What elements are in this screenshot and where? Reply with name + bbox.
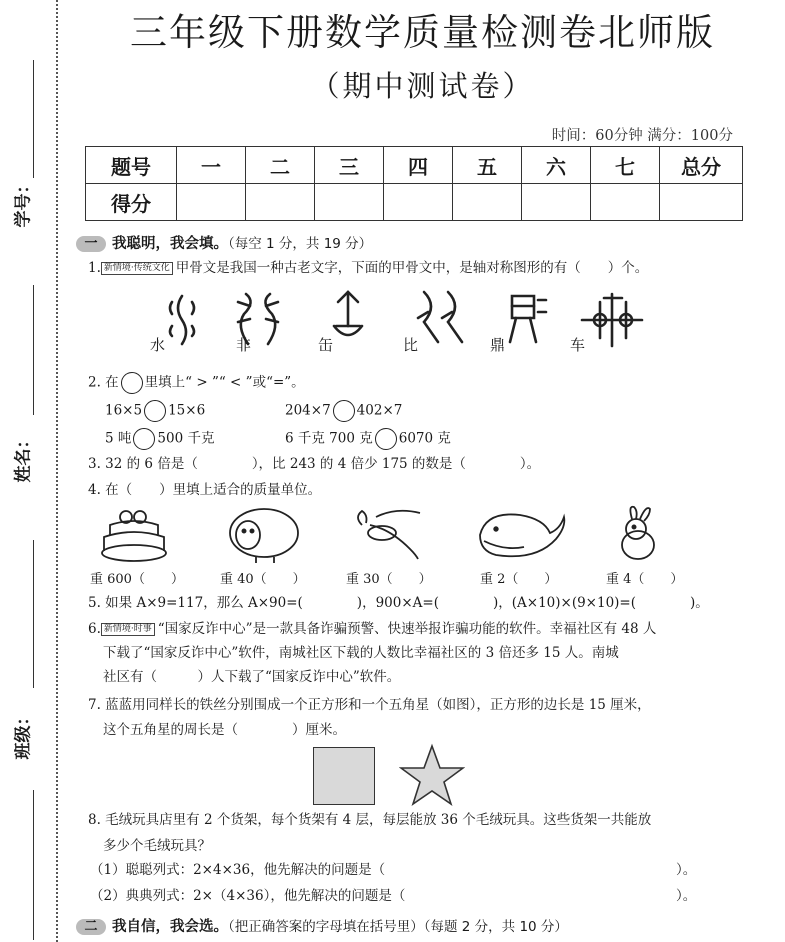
q4-weight: 重 2（ ） — [480, 572, 558, 587]
question-4: 4. 在（ ）里填上适合的质量单位。 — [88, 482, 322, 498]
q2-item — [105, 428, 214, 450]
section2-heading — [76, 915, 568, 936]
score-cell: 七 — [591, 147, 660, 184]
q4-weight: 重 30（ ） — [346, 572, 432, 587]
rabbit-icon — [622, 507, 654, 559]
q8-part2-close: ）。 — [676, 888, 697, 904]
glyph-label: 缶 — [318, 336, 334, 354]
q2-right: 15×6 — [168, 402, 206, 419]
q2-left: 204×7 — [285, 402, 331, 419]
section2-number: 二 — [76, 919, 106, 935]
question-5: 5. 如果 A×9=117，那么 A×90=( )，900×A=( )，(A×10)×(9×10)=( )。 — [88, 595, 709, 611]
q2-item — [105, 400, 205, 422]
q2-suffix: 里填上“ > ”“ < ”或“=”。 — [144, 374, 305, 391]
score-input-cell[interactable] — [453, 184, 522, 221]
q6-number: 6. — [88, 621, 101, 637]
score-cell: 四 — [384, 147, 453, 184]
section1-heading — [76, 232, 372, 253]
star-figure-icon — [399, 743, 465, 807]
section1-note: （每空 1 分，共 19 分） — [228, 236, 373, 252]
score-input-cell[interactable] — [522, 184, 591, 221]
q4-weight: 重 4（ ） — [606, 572, 684, 587]
page-subtitle: （期中测试卷） — [310, 69, 535, 103]
score-value-row — [86, 184, 743, 221]
class-label: 班级： — [13, 708, 34, 760]
bottom-line — [33, 790, 34, 940]
score-table — [85, 146, 743, 221]
cake-icon — [102, 511, 166, 561]
q2-prefix: 2. 在 — [88, 374, 119, 391]
score-input-cell[interactable] — [591, 184, 660, 221]
time-info: 时间：60分钟 满分：100分 — [551, 128, 733, 144]
class-line — [33, 540, 34, 688]
score-input-cell[interactable] — [177, 184, 246, 221]
answer-circle[interactable] — [375, 428, 397, 450]
q2-right: 6070 克 — [398, 430, 451, 447]
binding-dotted-line — [56, 0, 58, 942]
score-cell: 三 — [315, 147, 384, 184]
whale-icon — [480, 514, 564, 556]
score-cell: 一 — [177, 147, 246, 184]
section1-number: 一 — [76, 236, 106, 252]
q7-line2: 这个五角星的周长是（ ）厘米。 — [103, 722, 346, 738]
glyph-ding-icon — [510, 296, 546, 342]
q2-left: 16×5 — [105, 402, 143, 419]
answer-circle[interactable] — [333, 400, 355, 422]
glyph-label: 车 — [570, 336, 586, 354]
q4-weight: 重 600（ ） — [90, 572, 184, 587]
q4-weight: 重 40（ ） — [220, 572, 306, 587]
score-cell: 得分 — [86, 184, 177, 221]
question-7: 7. 蓝蓝用同样长的铁丝分别围成一个正方形和一个五角星（如图），正方形的边长是 15 厘米， — [88, 697, 651, 713]
score-cell: 二 — [246, 147, 315, 184]
q1-text: 甲骨文是我国一种古老文字，下面的甲骨文中，是轴对称图形的有（ ）个。 — [175, 260, 649, 276]
student-id-label: 学号： — [13, 176, 34, 228]
q1-number: 1. — [88, 260, 101, 276]
q6-tag: 新情境·时事 — [101, 623, 155, 636]
q8-part1-close: ）。 — [676, 862, 697, 878]
q2-item — [285, 428, 451, 450]
section1-title: 我聪明，我会填。 — [112, 236, 228, 252]
q8-line2: 多少个毛绒玩具？ — [103, 838, 211, 854]
score-input-cell[interactable] — [315, 184, 384, 221]
student-id-line — [33, 60, 34, 178]
q2-left: 5 吨 — [105, 430, 132, 447]
q2-left: 6 千克 700 克 — [285, 430, 373, 447]
q2-item — [285, 400, 402, 422]
q2-right: 500 千克 — [157, 430, 215, 447]
answer-circle[interactable] — [121, 372, 143, 394]
score-cell: 总分 — [660, 147, 743, 184]
question-2 — [88, 372, 305, 394]
answer-circle[interactable] — [144, 400, 166, 422]
glyph-che-icon — [582, 294, 642, 346]
score-cell: 六 — [522, 147, 591, 184]
score-input-cell[interactable] — [246, 184, 315, 221]
glyph-label: 鼎 — [490, 336, 506, 354]
answer-circle[interactable] — [133, 428, 155, 450]
glyph-bi-icon — [418, 292, 462, 342]
glyph-shui-icon — [170, 296, 194, 344]
q6-line3: 社区有（ ）人下载了“国家反诈中心”软件。 — [103, 669, 401, 685]
question-8: 8. 毛绒玩具店里有 2 个货架，每个货架有 4 层，每层能放 36 个毛绒玩具。这些货架一共能放 — [88, 812, 652, 828]
score-input-cell[interactable] — [384, 184, 453, 221]
score-cell: 题号 — [86, 147, 177, 184]
score-header-row — [86, 147, 743, 184]
score-cell: 五 — [453, 147, 522, 184]
q8-part1: （1）聪聪列式：2×4×36，他先解决的问题是（ — [90, 862, 386, 878]
q4-picture-row — [96, 505, 696, 567]
glyph-label: 水 — [150, 336, 166, 354]
page-title: 三年级下册数学质量检测卷北师版 — [130, 11, 715, 54]
glyph-fou-icon — [334, 292, 362, 335]
score-input-cell[interactable] — [660, 184, 743, 221]
sheep-icon — [230, 509, 298, 563]
question-1 — [88, 258, 648, 278]
section2-note: （把正确答案的字母填在括号里）（每题 2 分，共 10 分） — [228, 919, 568, 935]
q8-part2: （2）典典列式：2×（4×36），他先解决的问题是（ — [90, 888, 406, 904]
question-3: 3. 32 的 6 倍是（ ），比 243 的 4 倍少 175 的数是（ ）。 — [88, 456, 541, 472]
question-6 — [88, 619, 656, 639]
square-figure — [313, 747, 375, 805]
lobster-icon — [358, 511, 420, 559]
section2-title: 我自信，我会选。 — [112, 919, 228, 935]
name-label: 姓名： — [13, 431, 34, 483]
glyph-label: 比 — [403, 336, 419, 354]
q6-line1: “国家反诈中心”是一款具备诈骗预警、快速举报诈骗功能的软件。幸福社区有 48 人 — [157, 621, 657, 637]
name-line — [33, 285, 34, 415]
q2-right: 402×7 — [356, 402, 403, 419]
q6-line2: 下载了“国家反诈中心”软件，南城社区下载的人数比幸福社区的 3 倍还多 15 人。南城 — [103, 645, 619, 661]
glyph-label: 非 — [236, 336, 252, 354]
q1-tag: 新情境·传统文化 — [101, 262, 173, 275]
